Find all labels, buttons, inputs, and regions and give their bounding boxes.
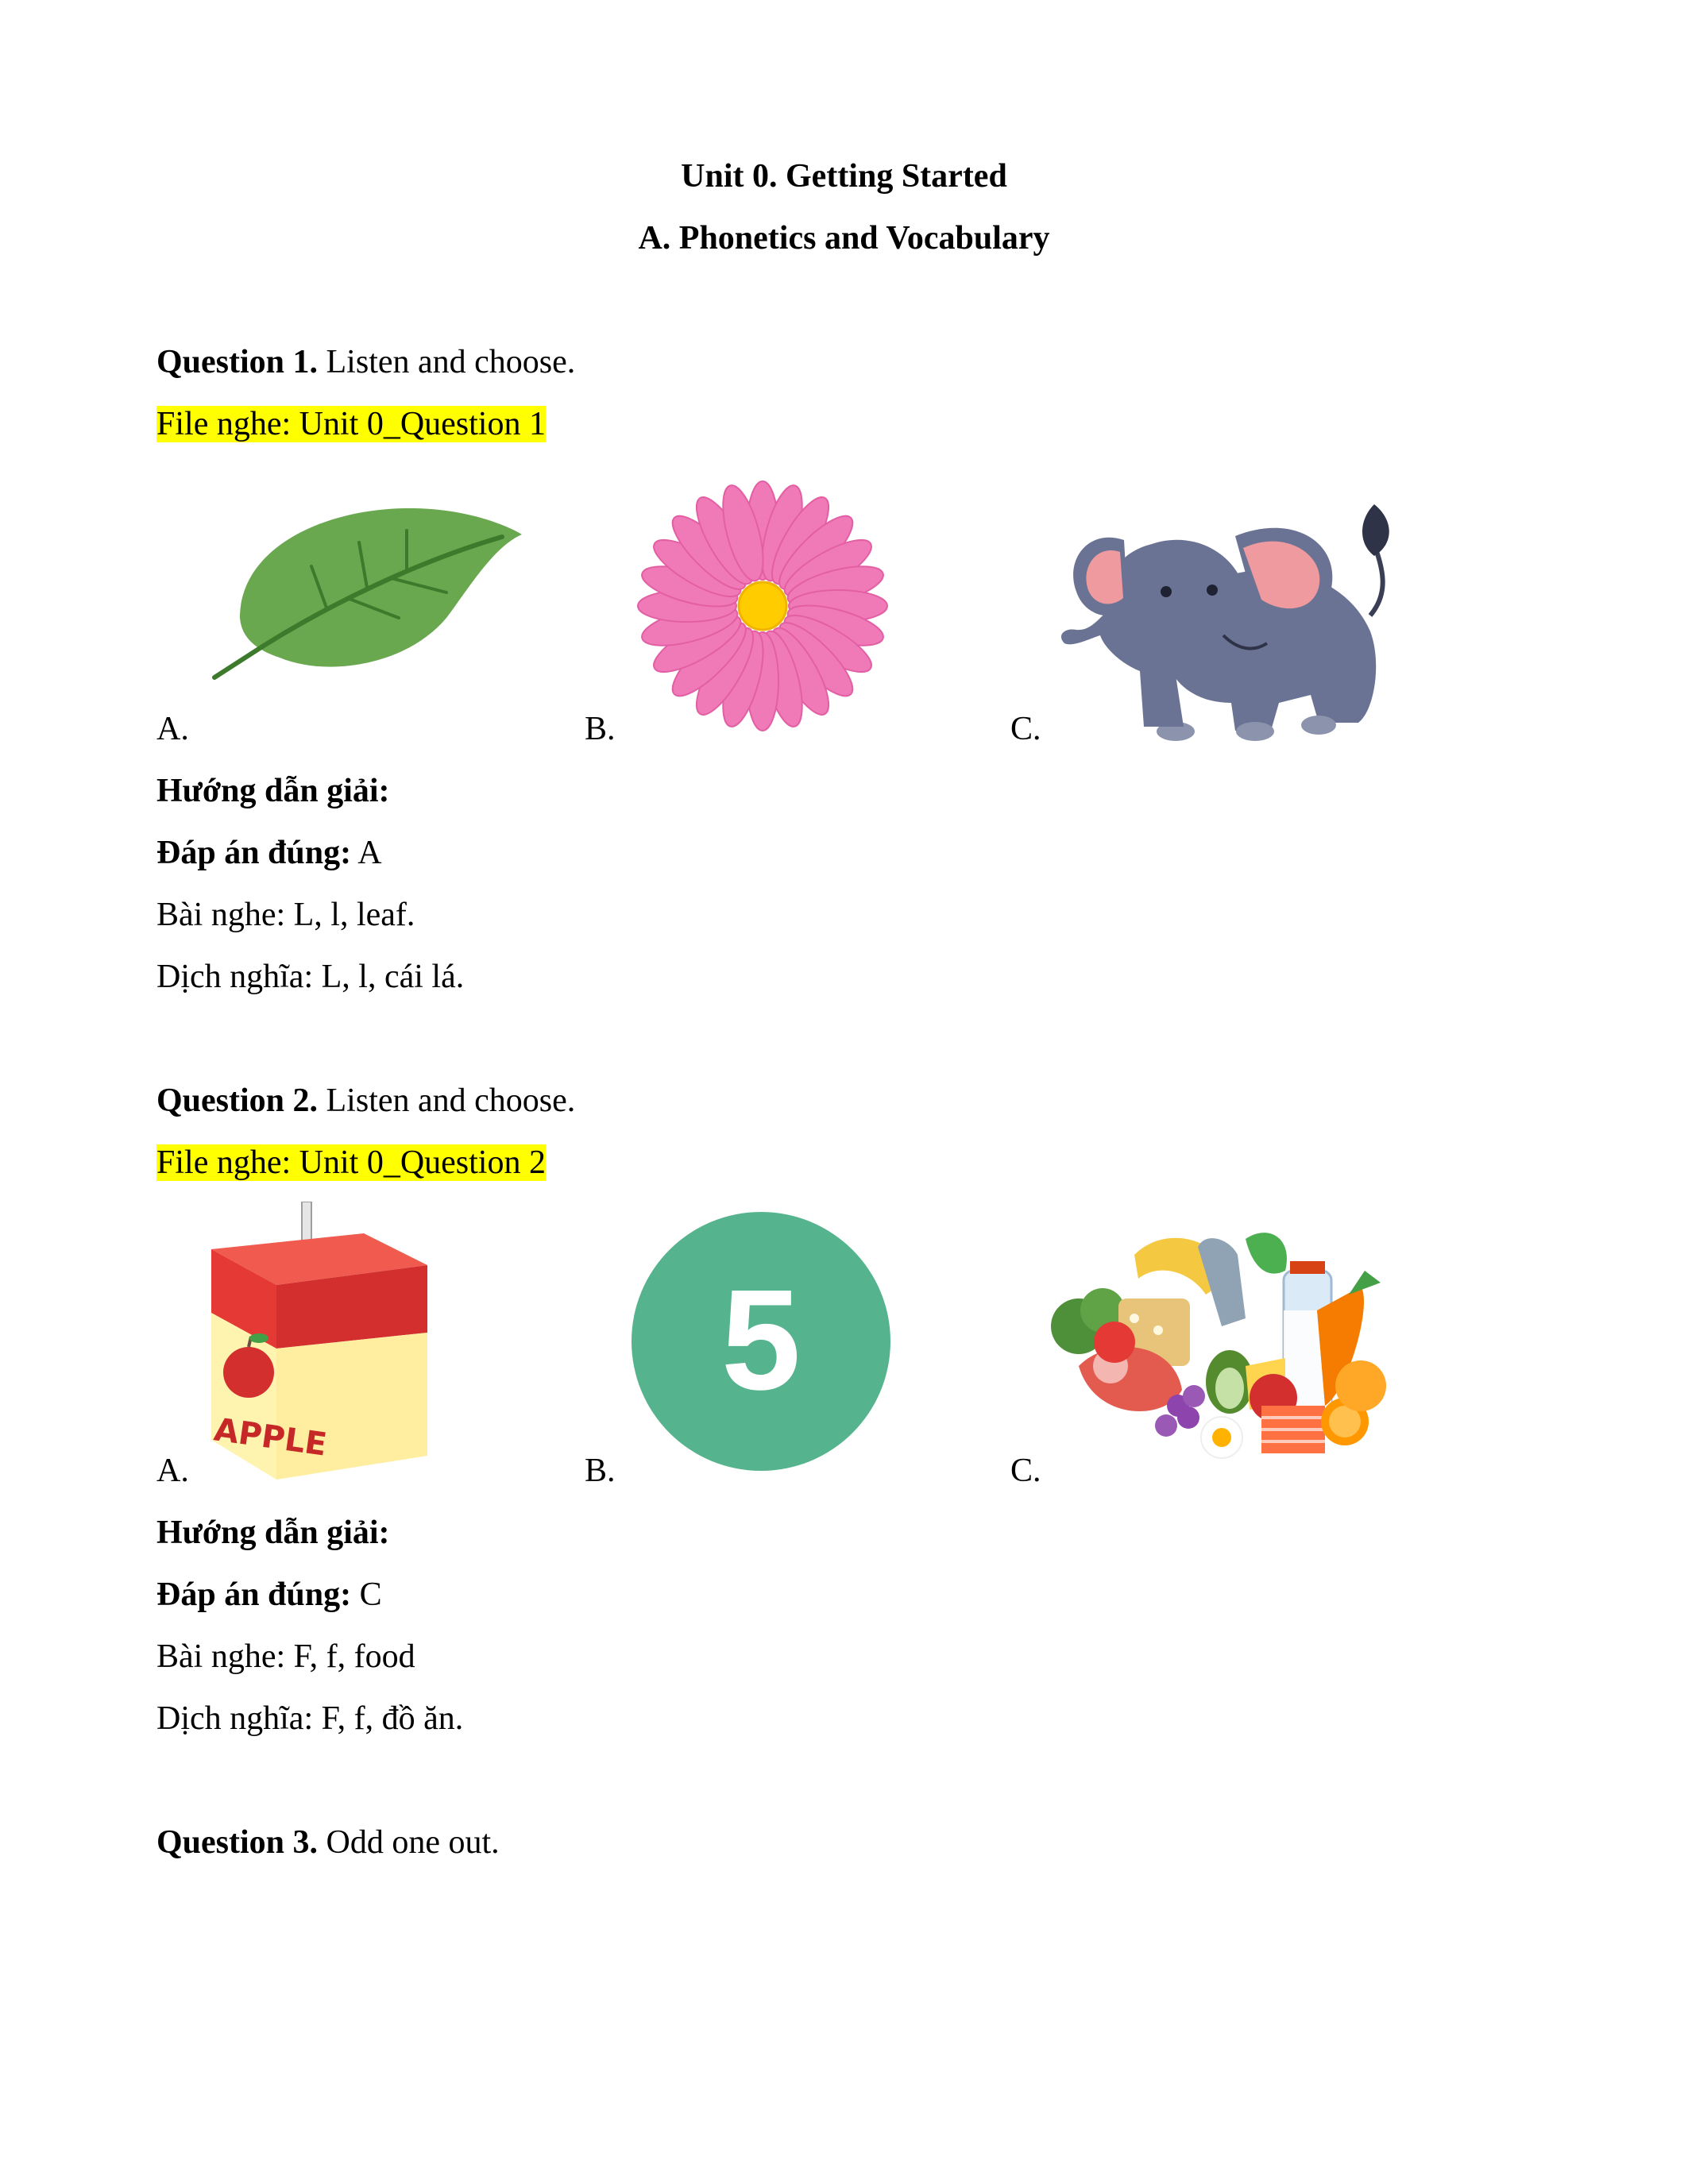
question-2-translate: Dịch nghĩa: F, f, đồ ăn. [156,1700,464,1737]
question-2-text: Listen and choose. [326,1082,576,1119]
unit-title: Unit 0. Getting Started [681,158,1007,195]
food-pile-icon [1047,1223,1428,1473]
question-1-guide [156,770,390,812]
q2-option-b[interactable]: B. [585,1453,616,1489]
question-1-answer [156,832,382,874]
q1-option-b[interactable]: B. [585,711,616,747]
question-1-label: Question 1. [156,344,319,380]
guide-label: Hướng dẫn giải: [156,1515,390,1551]
q2-option-a[interactable]: A. [156,1453,189,1489]
elephant-icon [1056,496,1406,747]
question-3-label: Question 3. [156,1824,319,1861]
flower-icon [632,475,894,737]
answer-label: Đáp án đúng: [156,835,352,871]
question-1-text: Listen and choose. [326,344,576,380]
apple-juice-box-icon [205,1202,431,1484]
q1-option-a[interactable]: A. [156,711,189,747]
question-1-audio[interactable] [156,403,546,445]
question-2-guide [156,1512,390,1553]
flower-center [739,582,786,630]
question-1-translate: Dịch nghĩa: L, l, cái lá. [156,959,465,995]
number-five-text: 5 [720,1260,802,1420]
apple-box-text: APPLE [211,1411,330,1464]
question-2-audio-label: File nghe: Unit 0_Question 2 [156,1144,546,1181]
guide-label: Hướng dẫn giải: [156,773,390,809]
answer-value: A [357,835,382,871]
q1-option-c[interactable]: C. [1010,711,1041,747]
question-2-listen: Bài nghe: F, f, food [156,1638,415,1675]
question-2-heading [156,1080,575,1121]
question-1-heading [156,341,575,383]
question-2-answer [156,1574,382,1615]
answer-label: Đáp án đúng: [156,1576,352,1613]
section-title: A. Phonetics and Vocabulary [638,220,1050,257]
question-1-audio-label: File nghe: Unit 0_Question 1 [156,406,546,442]
leaf-icon [208,499,530,681]
question-1-listen: Bài nghe: L, l, leaf. [156,897,415,933]
question-3-text: Odd one out. [326,1824,500,1861]
question-3-heading [156,1822,500,1863]
question-2-label: Question 2. [156,1082,319,1119]
question-2-audio[interactable] [156,1142,546,1183]
answer-value: C [359,1576,382,1613]
number-five-icon [630,1210,892,1472]
q2-option-c[interactable]: C. [1010,1453,1041,1489]
